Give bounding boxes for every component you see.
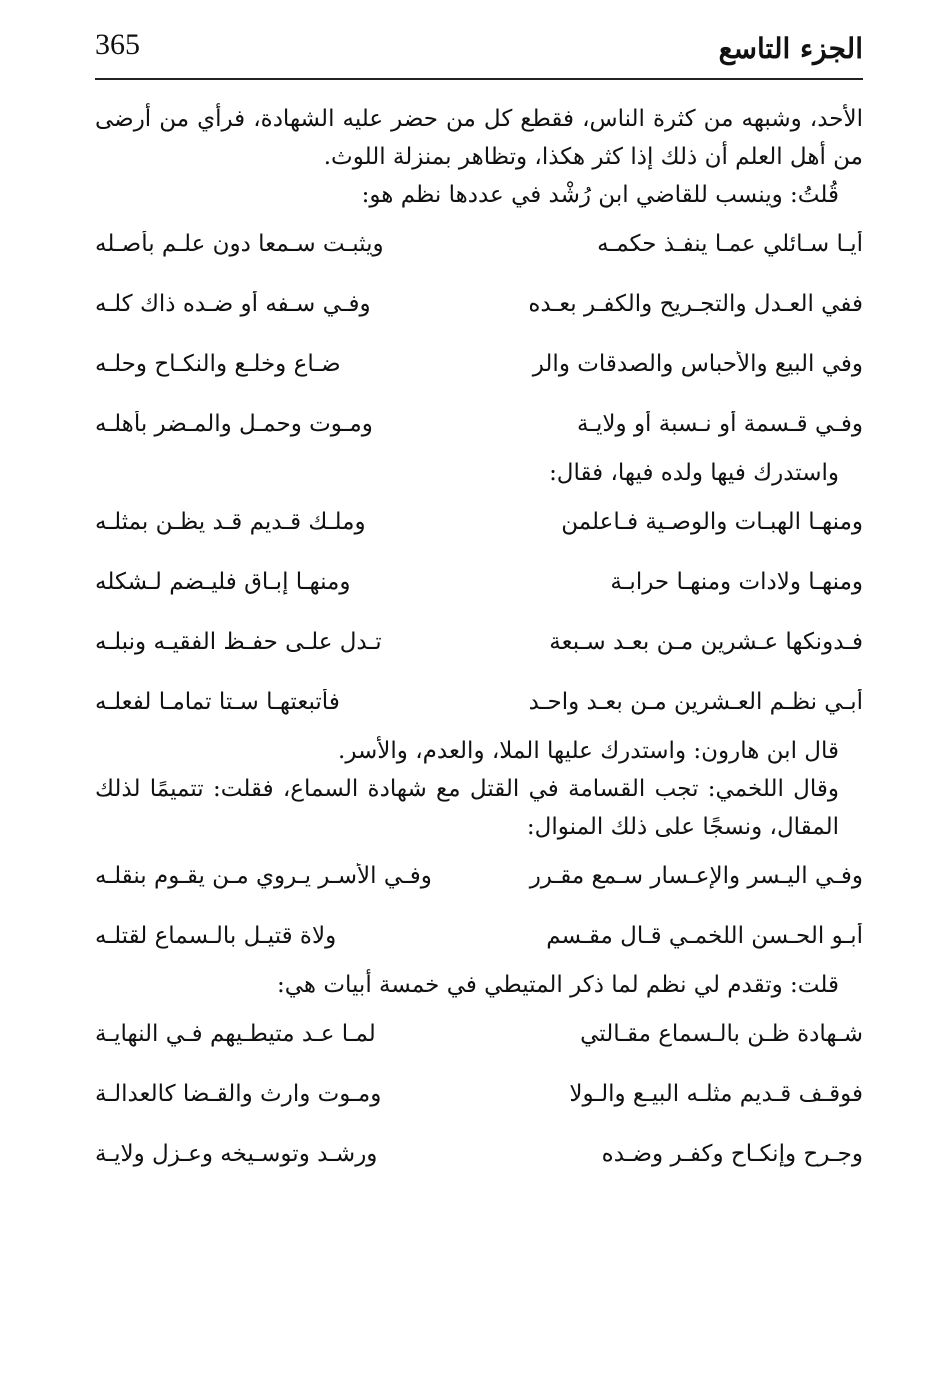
verse-second-hemistich: فأتبعتهـا سـتا تمامـا لفعلـه [95, 689, 340, 715]
verse-second-hemistich: وفـي سـفه أو ضـده ذاك كلـه [95, 291, 371, 317]
verse-first-hemistich: أبـي نظـم العـشرين مـن بعـد واحـد [528, 689, 863, 715]
verse-first-hemistich: أيـا سـائلي عمـا ينفـذ حكمـه [597, 231, 863, 257]
paragraph: وقال اللخمي: تجب القسامة في القتل مع شهادة السماع، فقلت: تتميمًا لذلك المقال، ونسجًا على ذلك المنوال: [95, 776, 839, 840]
verse-first-hemistich: ومنهـا ولادات ومنهـا حرابـة [610, 569, 863, 595]
paragraph: الأحد، وشبهه من كثرة الناس، فقطع كل من حضر عليه الشهادة، فرأي من أرضى من أهل العلم أن ذلك إذا كثر هكذا، وتظاهر بمنزلة اللوث. [95, 106, 863, 170]
poem-lakhmi [95, 846, 863, 966]
verse-second-hemistich: ومـوت وحمـل والمـضر بأهلـه [95, 411, 373, 437]
page-body [95, 100, 863, 1184]
verse-line [95, 334, 863, 394]
verse-line [95, 1004, 863, 1064]
verse-line [95, 1124, 863, 1184]
verse-second-hemistich: وملـك قـديم قـد يظـن بمثلـه [95, 509, 366, 535]
verse-second-hemistich: ومـوت وارث والقـضا كالعدالـة [95, 1081, 382, 1107]
verse-second-hemistich: ولاة قتيـل بالـسماع لقتلـه [95, 923, 337, 949]
page-header [95, 28, 863, 80]
paragraph: قال ابن هارون: واستدرك عليها الملا، والعدم، والأسر. [338, 738, 839, 764]
verse-second-hemistich: ومنهـا إبـاق فليـضم لـشكله [95, 569, 351, 595]
poem-son-addition [95, 492, 863, 732]
verse-line [95, 274, 863, 334]
paragraph: واستدرك فيها ولده فيها، فقال: [549, 460, 839, 486]
poem-ibn-rushd [95, 214, 863, 454]
verse-first-hemistich: فـدونكها عـشرين مـن بعـد سـبعة [549, 629, 863, 655]
page-number: 365 [95, 28, 140, 61]
verse-line [95, 612, 863, 672]
verse-line [95, 846, 863, 906]
verse-first-hemistich: ومنهـا الهبـات والوصـية فـاعلمن [561, 509, 863, 535]
verse-first-hemistich: وجـرح وإنكـاح وكفـر وضـده [601, 1141, 863, 1167]
verse-first-hemistich: فوقـف قـديم مثلـه البيـع والـولا [569, 1081, 863, 1107]
verse-first-hemistich: ففي العـدل والتجـريح والكفـر بعـده [528, 291, 863, 317]
verse-first-hemistich: وفـي اليـسر والإعـسار سـمع مقـرر [529, 863, 863, 889]
running-title: الجزء التاسع [718, 32, 863, 65]
verse-second-hemistich: لمـا عـد متيطـيهم فـي النهايـة [95, 1021, 376, 1047]
verse-second-hemistich: وفـي الأسـر يـروي مـن يقـوم بنقلـه [95, 863, 432, 889]
verse-second-hemistich: ورشـد وتوسـيخه وعـزل ولايـة [95, 1141, 378, 1167]
verse-first-hemistich: وفـي قـسمة أو نـسبة أو ولايـة [576, 411, 863, 437]
verse-line [95, 672, 863, 732]
verse-second-hemistich: تـدل علـى حفـظ الفقيـه ونبلـه [95, 629, 382, 655]
verse-line [95, 214, 863, 274]
verse-line [95, 492, 863, 552]
paragraph: قُلتُ: وينسب للقاضي ابن رُشْد في عددها نظم هو: [361, 182, 839, 208]
verse-first-hemistich: أبـو الحـسن اللخمـي قـال مقـسم [546, 923, 863, 949]
poem-mutaytee [95, 1004, 863, 1184]
verse-first-hemistich: وفي البيع والأحباس والصدقات والر [532, 351, 863, 377]
verse-first-hemistich: شـهادة ظـن بالـسماع مقـالتي [580, 1021, 863, 1047]
verse-line [95, 906, 863, 966]
verse-second-hemistich: ويثبـت سـمعا دون علـم بأصـله [95, 231, 384, 257]
verse-second-hemistich: ضـاع وخلـع والنكـاح وحلـه [95, 351, 341, 377]
verse-line [95, 552, 863, 612]
verse-line [95, 394, 863, 454]
paragraph: قلت: وتقدم لي نظم لما ذكر المتيطي في خمسة أبيات هي: [276, 972, 839, 998]
verse-line [95, 1064, 863, 1124]
